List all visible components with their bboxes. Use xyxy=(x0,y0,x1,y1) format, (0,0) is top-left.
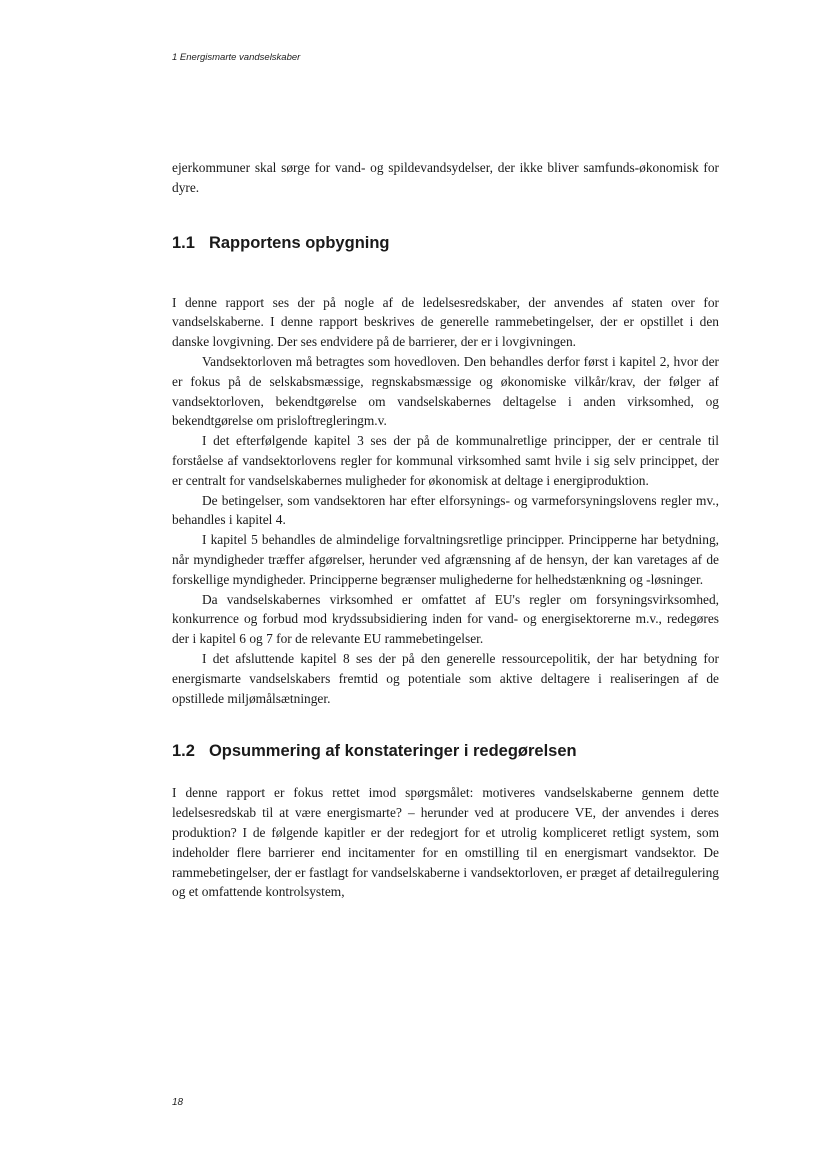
section-title: Rapportens opbygning xyxy=(208,233,390,252)
section-heading-1-2 xyxy=(172,742,719,761)
paragraph: I det efterfølgende kapitel 3 ses der på de kommunalretlige principper, der er centrale til forståelse af vandsektorlovens regler for kommunal virksomhed samt hvile i sig selv princippet, der er centralt for vandselskabernes muligheder for økonomisk at deltage i energiproduktion. xyxy=(172,433,719,488)
paragraph: I denne rapport ses der på nogle af de ledelsesredskaber, der anvendes af staten over for vandselskaberne. I denne rapport beskrives de generelle rammebetingelser, der er opstillet i den danske lovgivning. Der ses endvidere på de barrierer, der er i lovgivningen. xyxy=(172,294,719,350)
paragraph: Vandsektorloven må betragtes som hovedloven. Den behandles derfor først i kapitel 2, hvor der er fokus på de selskabsmæssige, regnskabsmæssige og økonomiske vilkår/krav, der følger af vandsektorloven, bekendtgørelse om vandselskabernes deltagelse i anden virksomhed, og bekendtgørelse om prisloftregleringm.v. xyxy=(172,353,719,429)
section-number: 1.1 xyxy=(172,233,195,252)
paragraph: I kapitel 5 behandles de almindelige forvaltningsretlige principper. Principperne har betydning, når myndigheder træffer afgørelser, herunder ved afgrænsning af de hensyn, der kan varetages af de forskellige myndigheder. Principperne begrænser mulighederne for helhedstænkning og -løsninger. xyxy=(172,532,719,587)
running-header: 1 Energismarte vandselskaber xyxy=(172,52,301,63)
paragraph: Da vandselskabernes virksomhed er omfattet af EU's regler om forsyningsvirksomhed, konkurrence og forbud mod krydssubsidiering inden for vand- og energisektorerne m.v., redegøres der i kapitel 6 og 7 for de relevante EU rammebetingelser. xyxy=(172,591,719,647)
paragraph: I det afsluttende kapitel 8 ses der på den generelle ressourcepolitik, der har betydning for energismarte vandselskabers fremtid og potentiale som aktive deltagere i realiseringen af de opstillede miljømålsætninger. xyxy=(172,650,719,706)
section-title: Opsummering af konstateringer i redegørelsen xyxy=(208,742,577,761)
page-number: 18 xyxy=(172,1097,184,1108)
page-body xyxy=(172,158,719,902)
section-number: 1.2 xyxy=(172,742,195,761)
intro-paragraph: ejerkommuner skal sørge for vand- og spildevandsydelser, der ikke bliver samfunds-økonomisk for dyre. xyxy=(172,160,719,195)
section-heading-1-1 xyxy=(172,234,719,253)
paragraph: I denne rapport er fokus rettet imod spørgsmålet: motiveres vandselskaberne gennem dette ledelsesredskab til at være energismarte? – herunder ved at producere VE, der anvendes i deres produktion? I de følgende kapitler er der redegjort for et utrolig kompliceret retligt system, som indeholder flere barrierer end incitamenter for en omstilling til en energismart vandsektor. De rammebetingelser, der er fastlagt for vandselskaberne i vandsektorloven, er præget af detailregulering og et omfattende kontrolsystem, xyxy=(172,785,719,900)
paragraph: De betingelser, som vandsektoren har efter elforsynings- og varmeforsyningslovens regler mv., behandles i kapitel 4. xyxy=(172,492,719,528)
